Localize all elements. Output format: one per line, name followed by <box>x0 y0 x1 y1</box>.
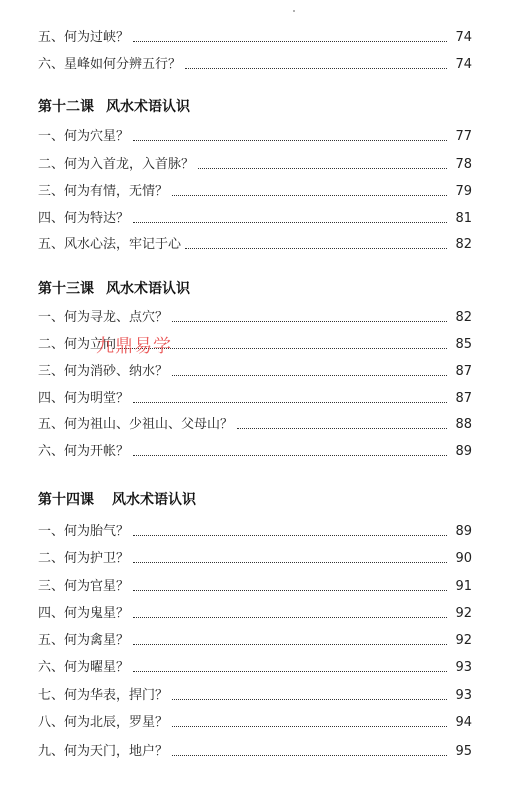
toc-page-number: 91 <box>455 579 472 594</box>
dot-leader <box>133 617 447 618</box>
lesson-heading-12 <box>38 98 190 116</box>
toc-entry[interactable] <box>38 686 472 704</box>
dot-leader <box>133 140 447 141</box>
toc-entry[interactable] <box>38 235 472 253</box>
toc-entry-title: 二、何为立向 <box>38 337 117 352</box>
dot-leader <box>133 402 447 403</box>
dot-leader <box>133 590 447 591</box>
dot-leader <box>185 248 447 249</box>
toc-entry-title: 二、何为入首龙，入首脉？ <box>38 157 195 172</box>
dot-leader <box>133 41 447 42</box>
toc-entry[interactable] <box>38 389 472 407</box>
toc-entry[interactable] <box>38 631 472 649</box>
toc-page-number: 85 <box>455 337 472 352</box>
toc-entry[interactable] <box>38 28 472 46</box>
toc-page-number: 78 <box>455 157 472 172</box>
toc-page-number: 77 <box>455 129 472 144</box>
toc-entry-title: 八、何为北辰，罗星？ <box>38 715 169 730</box>
toc-entry-title: 七、何为华表，捍门？ <box>38 688 169 703</box>
toc-page-number: 92 <box>455 633 472 648</box>
lesson-number: 第十四课 <box>38 492 94 508</box>
toc-entry[interactable] <box>38 713 472 731</box>
dot-leader <box>172 726 447 727</box>
dot-leader <box>133 644 447 645</box>
toc-entry[interactable] <box>38 308 472 326</box>
toc-page-number: 74 <box>455 57 472 72</box>
toc-entry[interactable] <box>38 182 472 200</box>
toc-entry-title: 三、何为官星？ <box>38 579 130 594</box>
scan-speck <box>293 10 295 12</box>
toc-page-number: 88 <box>455 417 472 432</box>
lesson-number: 第十三课 <box>38 281 94 297</box>
toc-entry-title: 五、风水心法，牢记于心 <box>38 237 182 252</box>
toc-entry[interactable] <box>38 577 472 595</box>
toc-page-number: 79 <box>455 184 472 199</box>
toc-entry-title: 一、何为胎气？ <box>38 524 130 539</box>
toc-entry-title: 一、何为寻龙、点穴？ <box>38 310 169 325</box>
toc-entry-title: 二、何为护卫？ <box>38 551 130 566</box>
dot-leader <box>237 428 447 429</box>
toc-entry-title: 五、何为过峡？ <box>38 30 130 45</box>
toc-entry[interactable] <box>38 209 472 227</box>
toc-entry[interactable] <box>38 549 472 567</box>
lesson-heading-13 <box>38 280 190 298</box>
toc-page-number: 82 <box>455 310 472 325</box>
toc-page-number: 89 <box>455 444 472 459</box>
toc-entry[interactable] <box>38 442 472 460</box>
toc-page-number: 87 <box>455 391 472 406</box>
toc-entry-title: 一、何为穴星？ <box>38 129 130 144</box>
dot-leader <box>172 375 447 376</box>
toc-page-number: 90 <box>455 551 472 566</box>
toc-page-number: 87 <box>455 364 472 379</box>
toc-entry-title: 四、何为鬼星？ <box>38 606 130 621</box>
toc-entry[interactable] <box>38 604 472 622</box>
toc-entry[interactable] <box>38 742 472 760</box>
dot-leader <box>198 168 447 169</box>
toc-entry-title: 九、何为天门，地户？ <box>38 744 169 759</box>
toc-entry-title: 四、何为明堂？ <box>38 391 130 406</box>
toc-entry-title: 六、星峰如何分辨五行？ <box>38 57 182 72</box>
toc-entry[interactable] <box>38 127 472 145</box>
toc-page-number: 93 <box>455 688 472 703</box>
dot-leader <box>133 455 447 456</box>
toc-entry[interactable] <box>38 55 472 73</box>
toc-entry-title: 三、何为有情，无情？ <box>38 184 169 199</box>
dot-leader <box>172 699 447 700</box>
toc-page-number: 92 <box>455 606 472 621</box>
dot-leader <box>172 755 447 756</box>
dot-leader <box>172 321 447 322</box>
toc-entry-title: 五、何为禽星？ <box>38 633 130 648</box>
toc-page-number: 93 <box>455 660 472 675</box>
toc-entry[interactable] <box>38 415 472 433</box>
toc-entry[interactable] <box>38 658 472 676</box>
watermark-text: 九鼎易学 <box>96 336 172 357</box>
lesson-title: 风水术语认识 <box>106 99 190 115</box>
lesson-heading-14 <box>38 491 196 509</box>
toc-page-number: 94 <box>455 715 472 730</box>
lesson-title: 风水术语认识 <box>112 492 196 508</box>
lesson-title: 风水术语认识 <box>106 281 190 297</box>
toc-entry-title: 五、何为祖山、少祖山、父母山？ <box>38 417 234 432</box>
toc-page-number: 81 <box>455 211 472 226</box>
toc-entry-title: 三、何为消砂、纳水？ <box>38 364 169 379</box>
dot-leader <box>172 195 447 196</box>
dot-leader <box>133 562 447 563</box>
toc-page-number: 74 <box>455 30 472 45</box>
toc-entry[interactable] <box>38 522 472 540</box>
toc-page-number: 95 <box>455 744 472 759</box>
toc-entry-title: 六、何为开帐？ <box>38 444 130 459</box>
toc-entry-title: 六、何为曜星？ <box>38 660 130 675</box>
toc-page-number: 82 <box>455 237 472 252</box>
dot-leader <box>133 671 447 672</box>
toc-page-number: 89 <box>455 524 472 539</box>
dot-leader <box>133 535 447 536</box>
toc-entry[interactable] <box>38 155 472 173</box>
toc-entry-title: 四、何为特达？ <box>38 211 130 226</box>
dot-leader <box>133 222 447 223</box>
lesson-number: 第十二课 <box>38 99 94 115</box>
toc-entry[interactable] <box>38 362 472 380</box>
dot-leader <box>185 68 447 69</box>
